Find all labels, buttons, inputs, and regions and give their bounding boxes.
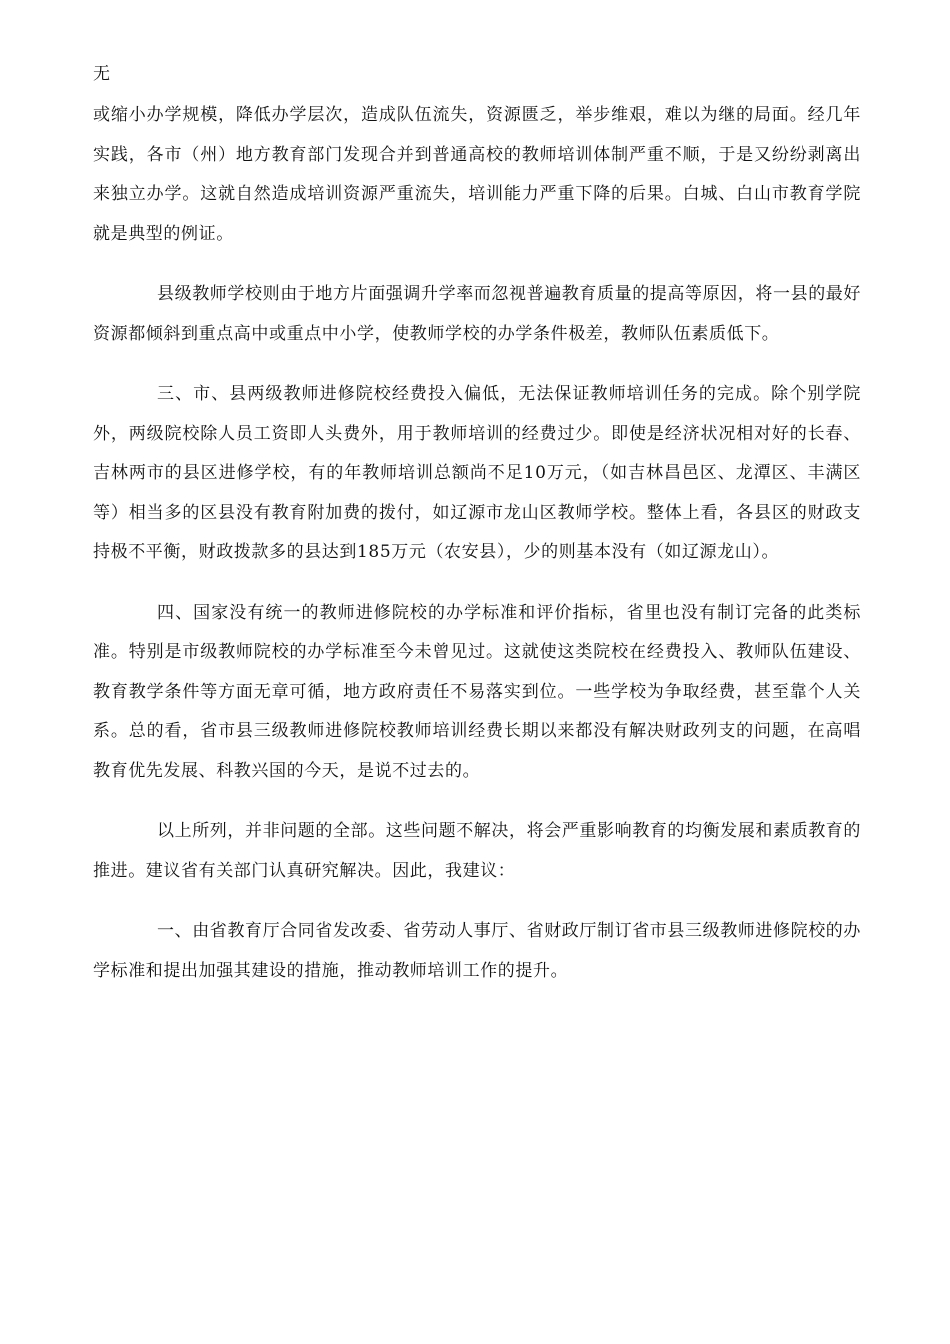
paragraph-5: 以上所列，并非问题的全部。这些问题不解决，将会严重影响教育的均衡发展和素质教育的推进。建议省有关部门认真研究解决。因此，我建议： (93, 821, 861, 881)
paragraph-3: 三、市、县两级教师进修院校经费投入偏低，无法保证教师培训任务的完成。除个别学院外，两级院校除人员工资即人头费外，用于教师培训的经费过少。即使是经济状况相对好的长春、吉林两市的县区进修学校，有的年教师培训总额尚不足10万元，（如吉林昌邑区、龙潭区、丰满区等）相当多的区县没有教育附加费的拨付，如辽源市龙山区教师学校。整体上看，各县区的财政支持极不平衡，财政拨款多的县达到185万元（农安县），少的则基本没有（如辽源龙山）。 (93, 384, 861, 562)
paragraph-4: 四、国家没有统一的教师进修院校的办学标准和评价指标，省里也没有制订完备的此类标准。特别是市级教师院校的办学标准至今未曾见过。这就使这类院校在经费投入、教师队伍建设、教育教学条件等方面无章可循，地方政府责任不易落实到位。一些学校为争取经费，甚至靠个人关系。总的看，省市县三级教师进修院校教师培训经费长期以来都没有解决财政列支的问题，在高唱教育优先发展、科教兴国的今天，是说不过去的。 (93, 602, 861, 781)
document-page (93, 62, 861, 1012)
paragraph-2: 县级教师学校则由于地方片面强调升学率而忽视普遍教育质量的提高等原因，将一县的最好资源都倾斜到重点高中或重点中小学，使教师学校的办学条件极差，教师队伍素质低下。 (93, 284, 861, 344)
paragraph-6: 一、由省教育厅合同省发改委、省劳动人事厅、省财政厅制订省市县三级教师进修院校的办学标准和提出加强其建设的措施，推动教师培训工作的提升。 (93, 921, 861, 981)
page-fragment-text: 无 (93, 64, 111, 84)
paragraph-1: 或缩小办学规模，降低办学层次，造成队伍流失，资源匮乏，举步维艰，难以为继的局面。经几年实践，各市（州）地方教育部门发现合并到普通高校的教师培训体制严重不顺，于是又纷纷剥离出来独立办学。这就自然造成培训资源严重流失，培训能力严重下降的后果。白城、白山市教育学院就是典型的例证。 (93, 105, 861, 244)
